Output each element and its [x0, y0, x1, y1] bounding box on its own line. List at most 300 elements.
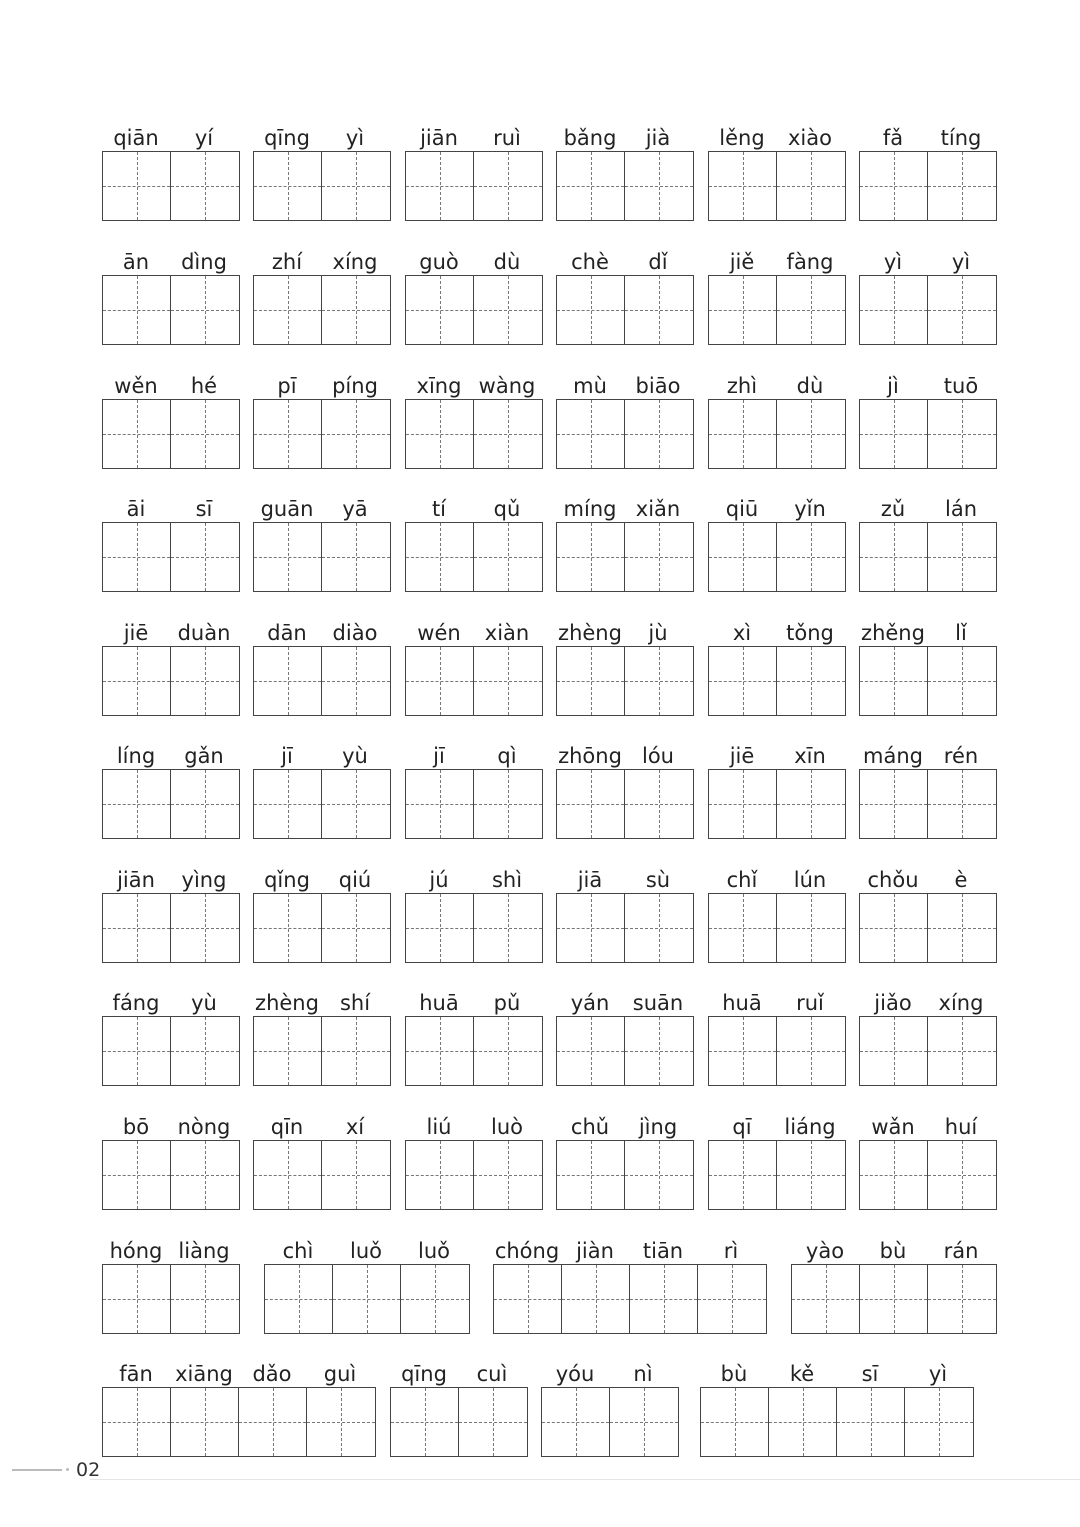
tianzige-box	[556, 646, 694, 716]
tianzige-box	[102, 522, 240, 592]
pinyin-line	[708, 1112, 844, 1142]
writing-cell[interactable]	[406, 276, 474, 344]
writing-cell[interactable]	[103, 647, 171, 715]
writing-cell[interactable]	[557, 894, 625, 962]
pinyin-line	[102, 123, 238, 153]
writing-cell[interactable]	[254, 523, 322, 591]
writing-cell[interactable]	[322, 276, 390, 344]
writing-cell[interactable]	[928, 1265, 996, 1333]
writing-cell[interactable]	[860, 770, 928, 838]
writing-cell[interactable]	[928, 894, 996, 962]
writing-cell[interactable]	[254, 1141, 322, 1209]
tianzige-box	[708, 893, 846, 963]
tianzige-box	[405, 769, 543, 839]
writing-cell[interactable]	[239, 1388, 307, 1456]
pinyin-syllable: kě	[789, 1362, 815, 1386]
writing-cell[interactable]	[103, 1017, 171, 1085]
writing-cell[interactable]	[103, 894, 171, 962]
tianzige-box	[541, 1387, 679, 1457]
pinyin-syllable: fáng	[112, 991, 160, 1015]
writing-cell[interactable]	[103, 276, 171, 344]
tianzige-box	[859, 1016, 997, 1086]
writing-cell[interactable]	[171, 894, 239, 962]
writing-cell[interactable]	[254, 1017, 322, 1085]
writing-cell[interactable]	[860, 523, 928, 591]
pinyin-syllable: qīng	[264, 126, 310, 150]
pinyin-syllable: jiē	[123, 621, 149, 645]
pinyin-line	[859, 741, 995, 771]
writing-cell[interactable]	[557, 152, 625, 220]
writing-cell[interactable]	[406, 894, 474, 962]
tianzige-box	[405, 1016, 543, 1086]
pinyin-syllable: è	[954, 868, 968, 892]
writing-cell[interactable]	[625, 523, 693, 591]
writing-cell[interactable]	[905, 1388, 973, 1456]
pinyin-line	[556, 618, 692, 648]
pinyin-syllable: chè	[571, 250, 609, 274]
writing-cell[interactable]	[494, 1265, 562, 1333]
writing-cell[interactable]	[333, 1265, 401, 1333]
pinyin-syllable: dù	[796, 374, 824, 398]
pinyin-syllable: chóng	[494, 1239, 560, 1263]
tianzige-box	[102, 893, 240, 963]
writing-cell[interactable]	[406, 152, 474, 220]
writing-cell[interactable]	[557, 276, 625, 344]
writing-cell[interactable]	[625, 276, 693, 344]
pinyin-line	[102, 371, 238, 401]
pinyin-syllable: mù	[573, 374, 607, 398]
writing-cell[interactable]	[792, 1265, 860, 1333]
tianzige-box	[556, 151, 694, 221]
pinyin-syllable: zhèng	[255, 991, 319, 1015]
pinyin-line	[102, 865, 238, 895]
writing-cell[interactable]	[777, 152, 845, 220]
writing-cell[interactable]	[322, 400, 390, 468]
writing-cell[interactable]	[406, 523, 474, 591]
pinyin-line	[556, 494, 692, 524]
pinyin-line	[541, 1359, 677, 1389]
pinyin-syllable: rì	[723, 1239, 739, 1263]
writing-cell[interactable]	[254, 400, 322, 468]
pinyin-line	[253, 988, 389, 1018]
pinyin-syllable: tíng	[940, 126, 982, 150]
pinyin-line	[859, 618, 995, 648]
writing-cell[interactable]	[777, 276, 845, 344]
pinyin-syllable: jì	[887, 374, 899, 398]
pinyin-line	[859, 371, 995, 401]
writing-cell[interactable]	[171, 1265, 239, 1333]
writing-cell[interactable]	[322, 1017, 390, 1085]
pinyin-syllable: fān	[119, 1362, 153, 1386]
pinyin-syllable: lán	[944, 497, 977, 521]
pinyin-syllable: jiān	[420, 126, 458, 150]
writing-cell[interactable]	[557, 647, 625, 715]
pinyin-line	[556, 988, 692, 1018]
tianzige-box	[405, 399, 543, 469]
writing-cell[interactable]	[474, 1017, 542, 1085]
writing-cell[interactable]	[254, 647, 322, 715]
pinyin-line	[405, 988, 541, 1018]
pinyin-line	[708, 371, 844, 401]
writing-cell[interactable]	[709, 894, 777, 962]
writing-cell[interactable]	[837, 1388, 905, 1456]
writing-cell[interactable]	[625, 894, 693, 962]
tianzige-box	[859, 769, 997, 839]
writing-cell[interactable]	[103, 1388, 171, 1456]
writing-cell[interactable]	[769, 1388, 837, 1456]
writing-cell[interactable]	[777, 1141, 845, 1209]
writing-cell[interactable]	[171, 400, 239, 468]
pinyin-syllable: lǐ	[955, 621, 967, 645]
writing-cell[interactable]	[777, 523, 845, 591]
writing-cell[interactable]	[860, 1265, 928, 1333]
pinyin-syllable: qiū	[725, 497, 759, 521]
pinyin-syllable: míng	[563, 497, 617, 521]
writing-cell[interactable]	[777, 770, 845, 838]
writing-cell[interactable]	[928, 400, 996, 468]
tianzige-box	[556, 522, 694, 592]
pinyin-syllable: duàn	[177, 621, 231, 645]
writing-cell[interactable]	[860, 1141, 928, 1209]
pinyin-syllable: qiú	[338, 868, 372, 892]
writing-cell[interactable]	[474, 894, 542, 962]
pinyin-line	[708, 494, 844, 524]
writing-cell[interactable]	[171, 1017, 239, 1085]
footer-dot	[66, 1468, 69, 1471]
pinyin-syllable: liàng	[178, 1239, 230, 1263]
writing-cell[interactable]	[171, 1141, 239, 1209]
pinyin-syllable: hé	[190, 374, 218, 398]
writing-cell[interactable]	[709, 400, 777, 468]
tianzige-box	[791, 1264, 997, 1334]
writing-cell[interactable]	[474, 400, 542, 468]
tianzige-box	[405, 1140, 543, 1210]
writing-cell[interactable]	[103, 152, 171, 220]
writing-cell[interactable]	[860, 276, 928, 344]
pinyin-syllable: chǒu	[867, 868, 919, 892]
pinyin-line	[102, 988, 238, 1018]
writing-cell[interactable]	[254, 276, 322, 344]
word-row	[0, 988, 1080, 1098]
pinyin-syllable: dān	[267, 621, 307, 645]
writing-cell[interactable]	[557, 523, 625, 591]
pinyin-syllable: tǒng	[786, 621, 834, 645]
pinyin-syllable: yóu	[555, 1362, 595, 1386]
pinyin-syllable: wěn	[114, 374, 158, 398]
writing-cell[interactable]	[171, 152, 239, 220]
tianzige-box	[102, 151, 240, 221]
tianzige-box	[253, 275, 391, 345]
writing-cell[interactable]	[928, 1141, 996, 1209]
writing-cell[interactable]	[928, 276, 996, 344]
writing-cell[interactable]	[254, 770, 322, 838]
pinyin-line	[556, 865, 692, 895]
tianzige-box	[700, 1387, 974, 1457]
pinyin-syllable: bù	[720, 1362, 748, 1386]
tianzige-box	[253, 151, 391, 221]
pinyin-syllable: qiān	[113, 126, 159, 150]
writing-cell[interactable]	[557, 400, 625, 468]
pinyin-line	[556, 247, 692, 277]
writing-cell[interactable]	[254, 894, 322, 962]
writing-cell[interactable]	[625, 400, 693, 468]
writing-cell[interactable]	[474, 1141, 542, 1209]
writing-cell[interactable]	[322, 647, 390, 715]
pinyin-line	[405, 494, 541, 524]
writing-cell[interactable]	[171, 523, 239, 591]
writing-cell[interactable]	[391, 1388, 459, 1456]
tianzige-box	[405, 522, 543, 592]
pinyin-line	[405, 618, 541, 648]
tianzige-box	[253, 1140, 391, 1210]
pinyin-syllable: tuō	[943, 374, 979, 398]
writing-cell[interactable]	[625, 770, 693, 838]
tianzige-box	[102, 1387, 376, 1457]
writing-cell[interactable]	[322, 152, 390, 220]
writing-cell[interactable]	[406, 1017, 474, 1085]
pinyin-syllable: bù	[879, 1239, 907, 1263]
pinyin-syllable: xīng	[416, 374, 462, 398]
word-row	[0, 371, 1080, 481]
writing-cell[interactable]	[709, 770, 777, 838]
writing-cell[interactable]	[171, 647, 239, 715]
pinyin-syllable: xīn	[794, 744, 826, 768]
pinyin-syllable: yán	[570, 991, 610, 1015]
writing-cell[interactable]	[709, 523, 777, 591]
pinyin-syllable: bō	[122, 1115, 150, 1139]
word-row	[0, 247, 1080, 357]
tianzige-box	[556, 769, 694, 839]
writing-cell[interactable]	[709, 1017, 777, 1085]
tianzige-box	[708, 646, 846, 716]
pinyin-line	[708, 247, 844, 277]
writing-cell[interactable]	[625, 1141, 693, 1209]
pinyin-syllable: yù	[342, 744, 368, 768]
tianzige-box	[708, 151, 846, 221]
pinyin-syllable: jìng	[638, 1115, 678, 1139]
writing-cell[interactable]	[474, 152, 542, 220]
pinyin-syllable: qì	[497, 744, 517, 768]
writing-cell[interactable]	[928, 1017, 996, 1085]
writing-cell[interactable]	[562, 1265, 630, 1333]
pinyin-syllable: sī	[195, 497, 213, 521]
tianzige-box	[390, 1387, 528, 1457]
writing-cell[interactable]	[860, 152, 928, 220]
pinyin-syllable: lóu	[642, 744, 674, 768]
tianzige-box	[102, 646, 240, 716]
pinyin-line	[253, 247, 389, 277]
writing-cell[interactable]	[103, 770, 171, 838]
writing-cell[interactable]	[630, 1265, 698, 1333]
pinyin-syllable: ruì	[493, 126, 521, 150]
writing-cell[interactable]	[103, 523, 171, 591]
pinyin-syllable: shì	[491, 868, 523, 892]
writing-cell[interactable]	[171, 770, 239, 838]
pinyin-line	[253, 1112, 389, 1142]
pinyin-syllable: guì	[323, 1362, 357, 1386]
writing-cell[interactable]	[625, 152, 693, 220]
pinyin-syllable: xì	[732, 621, 752, 645]
pinyin-syllable: bǎng	[563, 126, 617, 150]
writing-cell[interactable]	[307, 1388, 375, 1456]
writing-cell[interactable]	[625, 1017, 693, 1085]
writing-cell[interactable]	[265, 1265, 333, 1333]
pinyin-syllable: qīng	[401, 1362, 447, 1386]
writing-cell[interactable]	[474, 523, 542, 591]
writing-cell[interactable]	[777, 400, 845, 468]
pinyin-syllable: jiē	[729, 744, 755, 768]
tianzige-box	[859, 893, 997, 963]
writing-cell[interactable]	[474, 276, 542, 344]
pinyin-syllable: cuì	[476, 1362, 508, 1386]
pinyin-syllable: xí	[345, 1115, 365, 1139]
pinyin-syllable: píng	[332, 374, 378, 398]
tianzige-box	[253, 522, 391, 592]
writing-cell[interactable]	[777, 647, 845, 715]
pinyin-syllable: guò	[419, 250, 459, 274]
writing-cell[interactable]	[406, 400, 474, 468]
writing-cell[interactable]	[406, 770, 474, 838]
writing-cell[interactable]	[928, 770, 996, 838]
tianzige-box	[405, 893, 543, 963]
writing-cell[interactable]	[860, 1017, 928, 1085]
writing-cell[interactable]	[406, 1141, 474, 1209]
pinyin-syllable: zhí	[271, 250, 303, 274]
writing-cell[interactable]	[474, 647, 542, 715]
writing-cell[interactable]	[698, 1265, 766, 1333]
writing-cell[interactable]	[103, 1141, 171, 1209]
writing-cell[interactable]	[928, 647, 996, 715]
pinyin-syllable: pǔ	[493, 991, 521, 1015]
pinyin-line	[708, 123, 844, 153]
pinyin-syllable: xíng	[332, 250, 378, 274]
pinyin-syllable: lěng	[719, 126, 765, 150]
pinyin-line	[253, 123, 389, 153]
pinyin-syllable: lún	[793, 868, 827, 892]
tianzige-box	[405, 646, 543, 716]
pinyin-syllable: jiǎo	[874, 991, 912, 1015]
tianzige-box	[102, 769, 240, 839]
writing-cell[interactable]	[928, 523, 996, 591]
pinyin-line	[859, 1112, 995, 1142]
writing-cell[interactable]	[709, 1141, 777, 1209]
writing-cell[interactable]	[625, 647, 693, 715]
writing-cell[interactable]	[860, 400, 928, 468]
writing-cell[interactable]	[171, 1388, 239, 1456]
footer-rule	[12, 1469, 62, 1471]
writing-cell[interactable]	[709, 152, 777, 220]
writing-cell[interactable]	[557, 1141, 625, 1209]
pinyin-syllable: jiān	[117, 868, 155, 892]
pinyin-syllable: líng	[116, 744, 156, 768]
writing-cell[interactable]	[777, 894, 845, 962]
pinyin-syllable: jià	[645, 126, 671, 150]
pinyin-line	[708, 865, 844, 895]
pinyin-syllable: sù	[645, 868, 671, 892]
pinyin-line	[102, 618, 238, 648]
page-number: 02	[76, 1459, 101, 1481]
pinyin-line	[405, 247, 541, 277]
tianzige-box	[859, 522, 997, 592]
pinyin-line	[253, 741, 389, 771]
pinyin-syllable: yìng	[181, 868, 227, 892]
pinyin-syllable: xiāng	[175, 1362, 233, 1386]
writing-cell[interactable]	[254, 152, 322, 220]
pinyin-syllable: chǔ	[570, 1115, 610, 1139]
tianzige-box	[708, 1140, 846, 1210]
writing-cell[interactable]	[401, 1265, 469, 1333]
pinyin-syllable: jī	[433, 744, 445, 768]
tianzige-box	[556, 275, 694, 345]
pinyin-syllable: nòng	[177, 1115, 231, 1139]
writing-cell[interactable]	[928, 152, 996, 220]
pinyin-line	[253, 865, 389, 895]
tianzige-box	[859, 275, 997, 345]
writing-cell[interactable]	[610, 1388, 678, 1456]
pinyin-syllable: yì	[345, 126, 365, 150]
word-row	[0, 741, 1080, 851]
writing-cell[interactable]	[322, 894, 390, 962]
writing-cell[interactable]	[557, 770, 625, 838]
writing-cell[interactable]	[322, 770, 390, 838]
pinyin-syllable: pī	[277, 374, 297, 398]
tianzige-box	[859, 646, 997, 716]
writing-cell[interactable]	[777, 1017, 845, 1085]
pinyin-syllable: yì	[883, 250, 903, 274]
writing-cell[interactable]	[103, 1265, 171, 1333]
tianzige-box	[405, 275, 543, 345]
word-row	[0, 123, 1080, 233]
pinyin-line	[390, 1359, 526, 1389]
writing-cell[interactable]	[860, 647, 928, 715]
writing-cell[interactable]	[459, 1388, 527, 1456]
pinyin-syllable: wén	[417, 621, 461, 645]
writing-cell[interactable]	[322, 1141, 390, 1209]
pinyin-line	[405, 123, 541, 153]
pinyin-syllable: yào	[805, 1239, 845, 1263]
writing-cell[interactable]	[709, 647, 777, 715]
tianzige-box	[556, 1140, 694, 1210]
pinyin-syllable: liáng	[784, 1115, 836, 1139]
writing-cell[interactable]	[709, 276, 777, 344]
writing-cell[interactable]	[322, 523, 390, 591]
writing-cell[interactable]	[860, 894, 928, 962]
pinyin-syllable: liú	[426, 1115, 452, 1139]
pinyin-syllable: fàng	[786, 250, 834, 274]
writing-cell[interactable]	[542, 1388, 610, 1456]
pinyin-line	[253, 371, 389, 401]
writing-cell[interactable]	[701, 1388, 769, 1456]
pinyin-syllable: biāo	[635, 374, 681, 398]
pinyin-syllable: huí	[944, 1115, 978, 1139]
pinyin-syllable: yì	[951, 250, 971, 274]
writing-cell[interactable]	[103, 400, 171, 468]
writing-cell[interactable]	[474, 770, 542, 838]
pinyin-syllable: qī	[732, 1115, 752, 1139]
tianzige-box	[556, 399, 694, 469]
pinyin-syllable: luǒ	[418, 1239, 450, 1263]
pinyin-syllable: dǐ	[648, 250, 668, 274]
word-row	[0, 1112, 1080, 1222]
writing-cell[interactable]	[171, 276, 239, 344]
pinyin-syllable: huā	[419, 991, 459, 1015]
pinyin-syllable: chì	[282, 1239, 314, 1263]
writing-cell[interactable]	[406, 647, 474, 715]
pinyin-syllable: jiàn	[576, 1239, 614, 1263]
writing-cell[interactable]	[557, 1017, 625, 1085]
pinyin-syllable: jī	[281, 744, 293, 768]
pinyin-line	[859, 123, 995, 153]
